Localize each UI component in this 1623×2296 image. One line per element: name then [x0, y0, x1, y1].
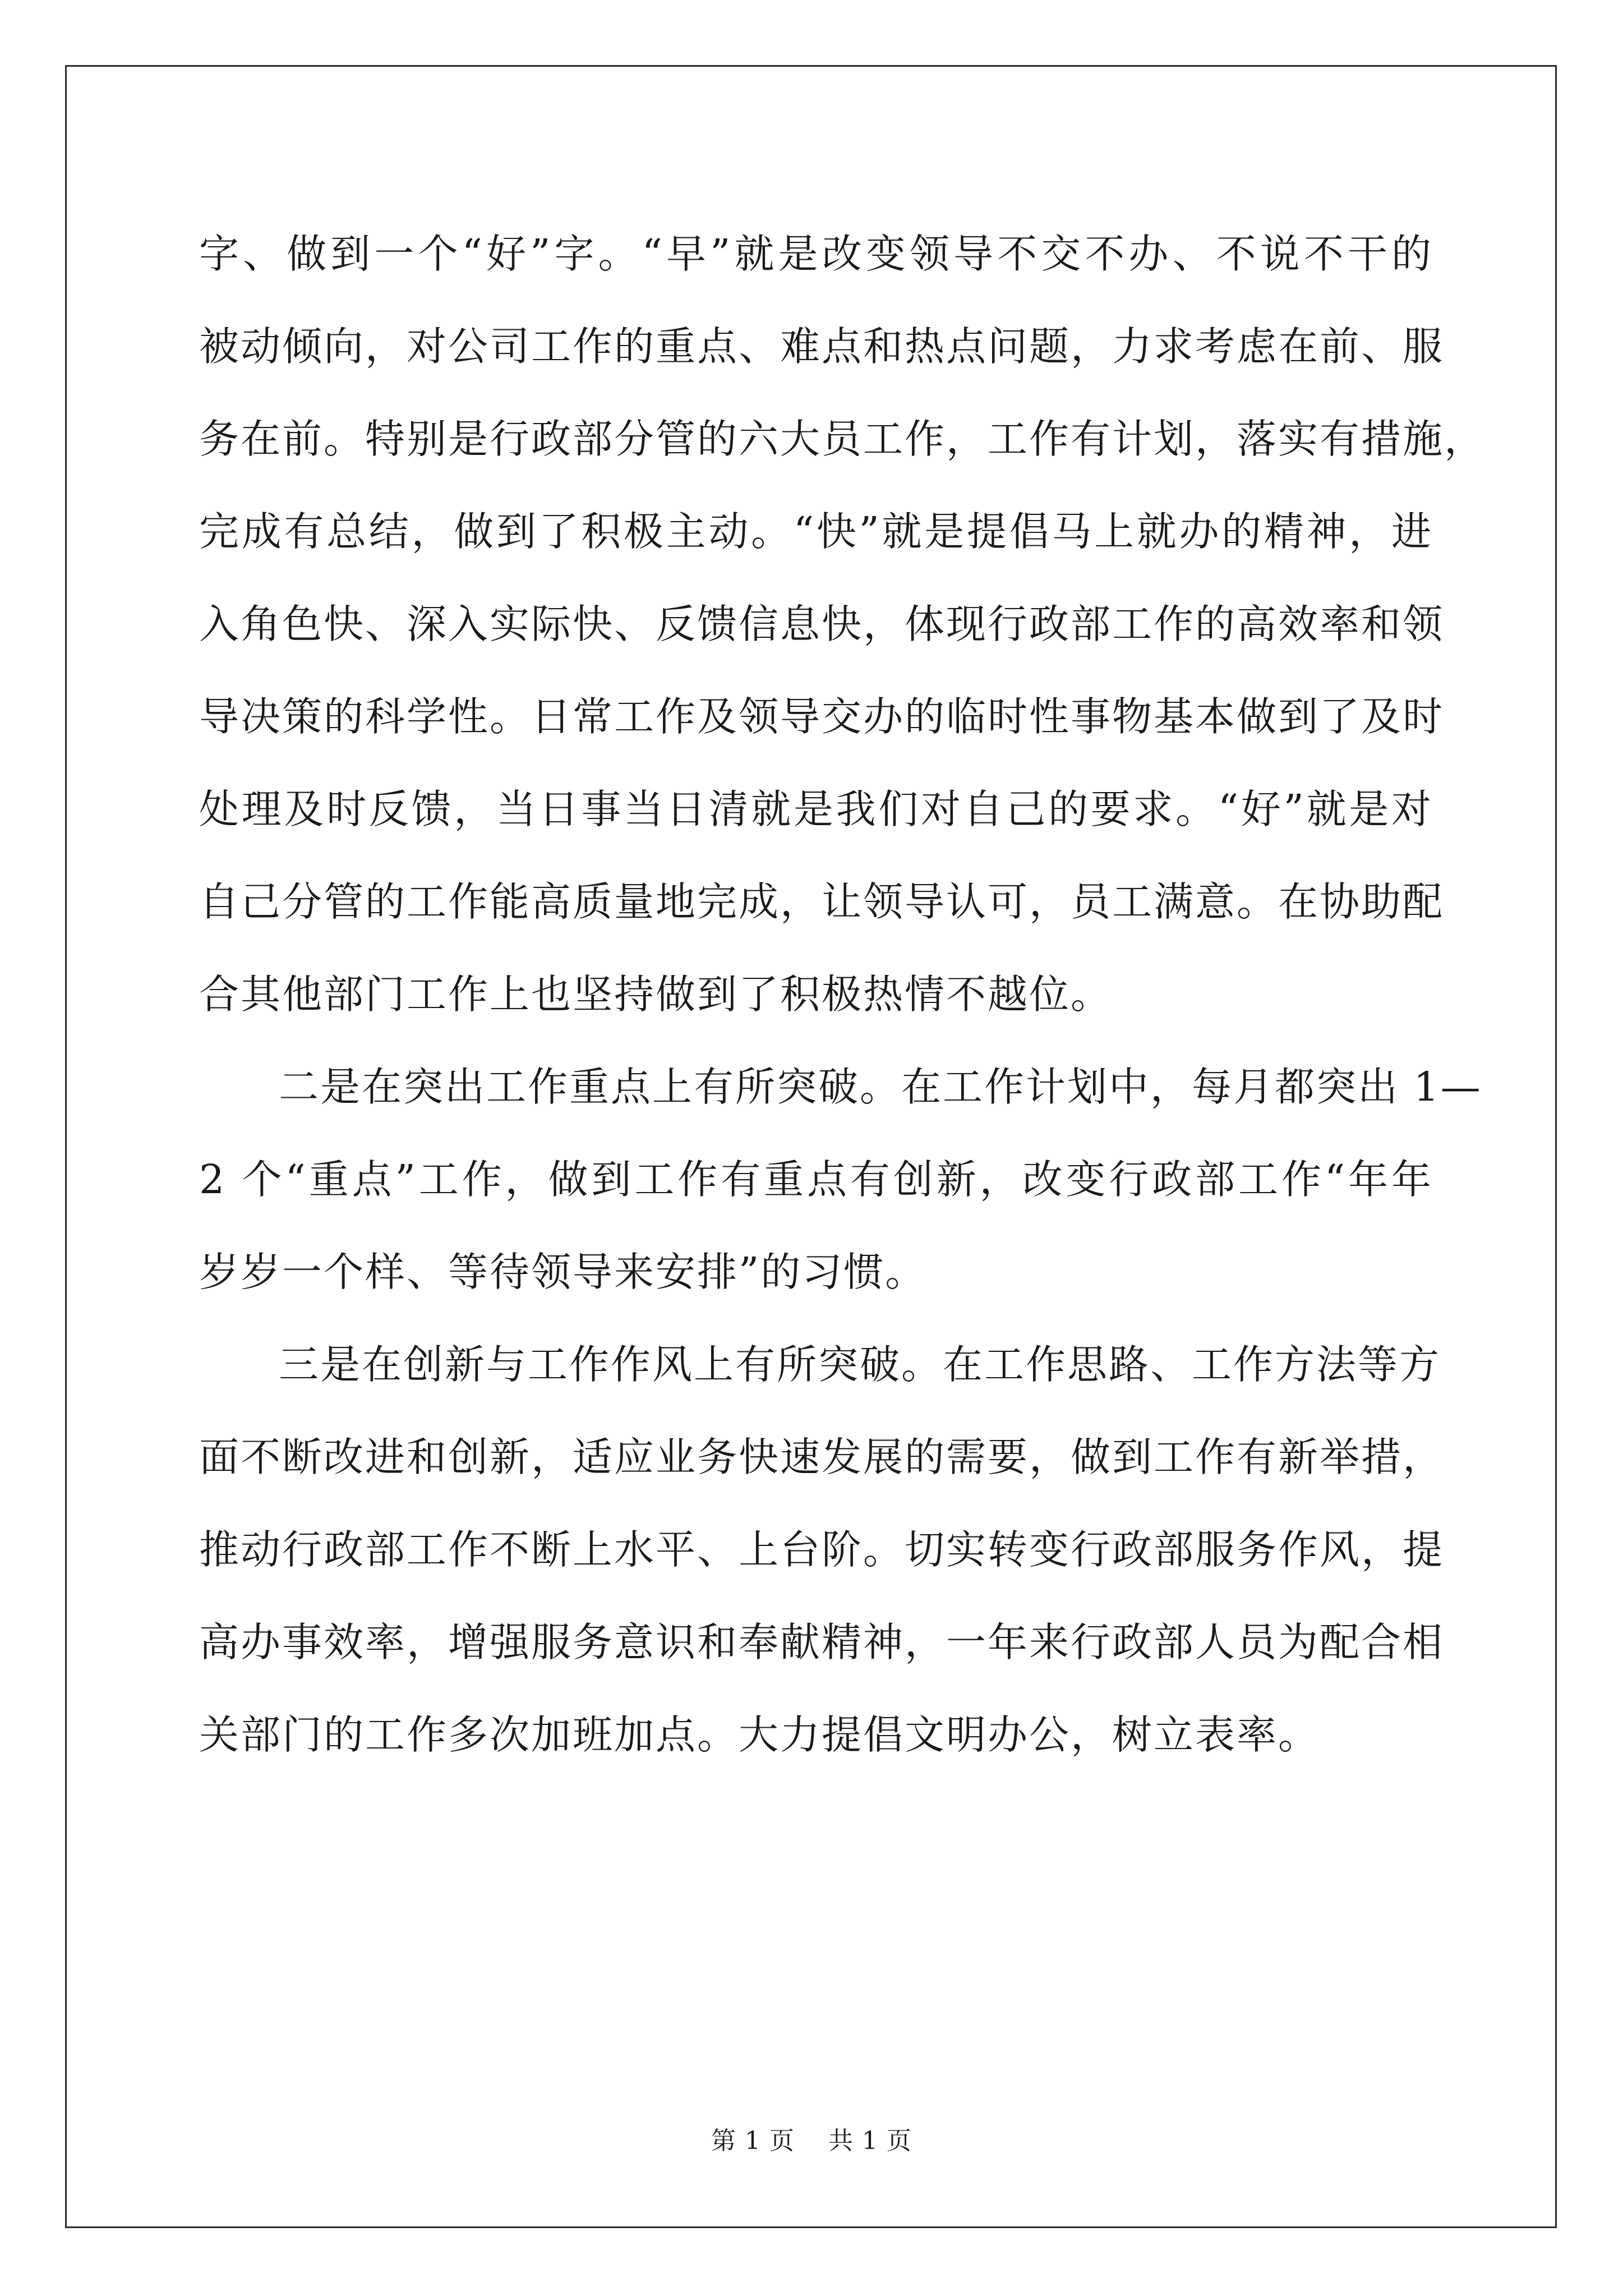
- text-line: 入角色快、深入实际快、反馈信息快，体现行政部工作的高效率和领: [199, 601, 1445, 647]
- text-line: 务在前。特别是行政部分管的六大员工作，工作有计划，落实有措施，: [199, 416, 1486, 462]
- page-total: 共 1 页: [828, 2127, 912, 2155]
- text-line: 合其他部门工作上也坚持做到了积极热情不越位。: [199, 971, 1113, 1018]
- text-line: 导决策的科学性。日常工作及领导交办的临时性事物基本做到了及时: [199, 693, 1445, 740]
- text-line: 被动倾向，对公司工作的重点、难点和热点问题，力求考虑在前、服: [199, 323, 1445, 370]
- text-line: 完成有总结，做到了积极主动。“快”就是提倡马上就办的精神，进: [199, 508, 1433, 555]
- text-line: 高办事效率，增强服务意识和奉献精神，一年来行政部人员为配合相: [199, 1619, 1445, 1665]
- text-line: 处理及时反馈，当日事当日清就是我们对自己的要求。“好”就是对: [199, 786, 1433, 832]
- text-line: 推动行政部工作不断上水平、上台阶。切实转变行政部服务作风，提: [199, 1526, 1445, 1573]
- paragraph-2: [199, 1041, 1482, 1318]
- page-number: 第 1 页: [711, 2127, 795, 2155]
- paragraph-3: [199, 1318, 1445, 1781]
- document-body: [199, 208, 1486, 1781]
- text-line: 面不断改进和创新，适应业务快速发展的需要，做到工作有新举措，: [199, 1434, 1445, 1480]
- text-line: 三是在创新与工作作风上有所突破。在工作思路、工作方法等方: [279, 1341, 1441, 1388]
- text-line: 2 个“重点”工作，做到工作有重点有创新，改变行政部工作“年年: [199, 1156, 1433, 1203]
- text-line: 自己分管的工作能高质量地完成，让领导认可，员工满意。在协助配: [199, 878, 1445, 925]
- paragraph-1: [199, 208, 1486, 1041]
- text-line: 二是在突出工作重点上有所突破。在工作计划中，每月都突出 1—: [279, 1064, 1482, 1110]
- text-line: 岁岁一个样、等待领导来安排”的习惯。: [199, 1249, 927, 1295]
- page-footer: [0, 2120, 1623, 2156]
- text-line: 关部门的工作多次加班加点。大力提倡文明办公，树立表率。: [199, 1711, 1320, 1758]
- text-line: 字、做到一个“好”字。“早”就是改变领导不交不办、不说不干的: [199, 231, 1433, 277]
